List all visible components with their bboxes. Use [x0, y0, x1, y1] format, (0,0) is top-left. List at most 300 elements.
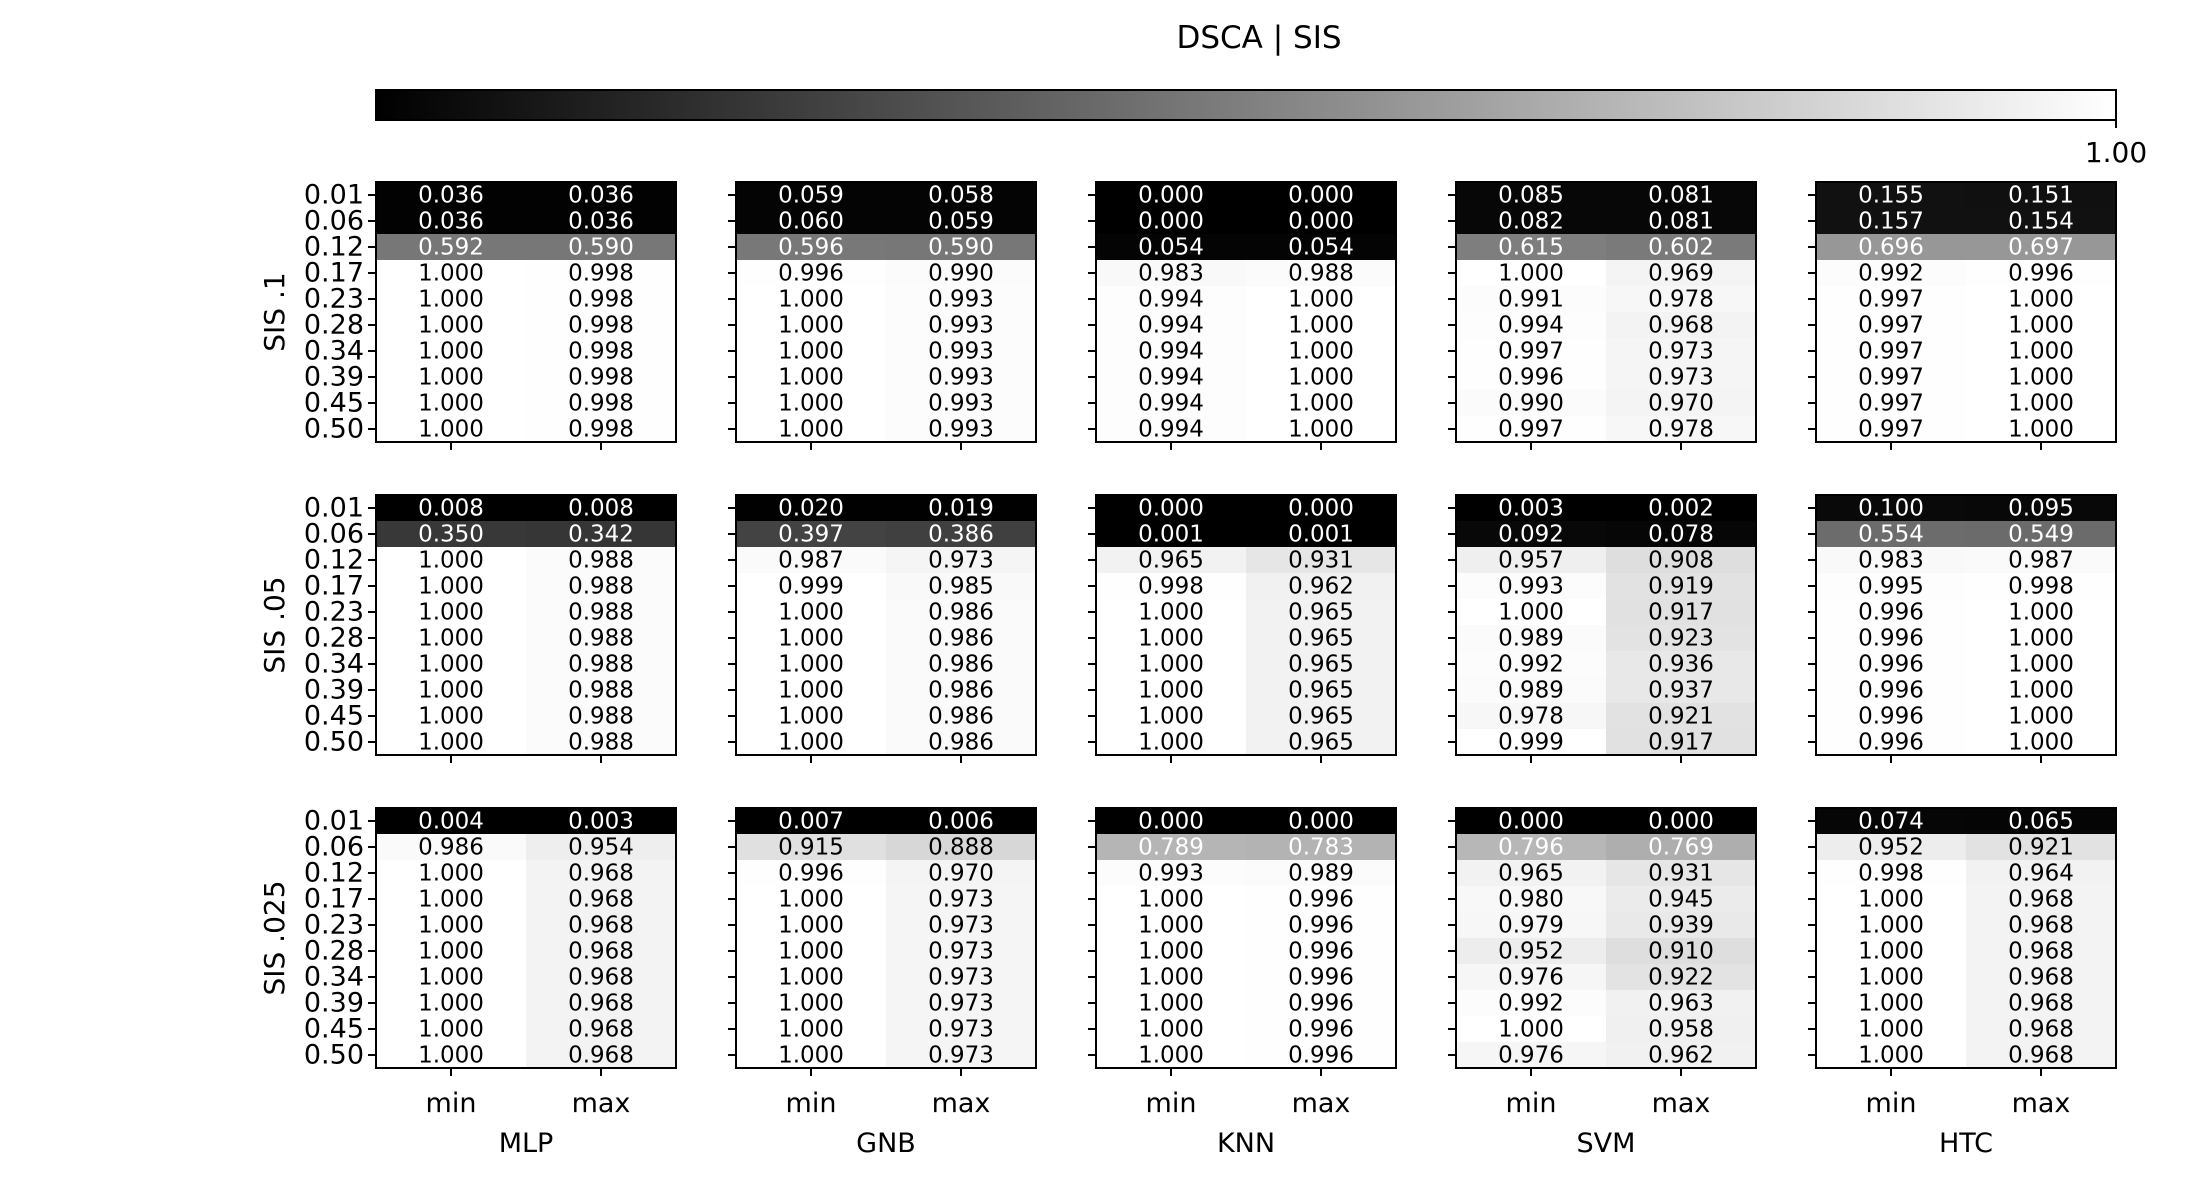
- y-tick-label: 0.17: [303, 570, 364, 602]
- cell-value-label: 0.996: [1858, 703, 1924, 730]
- y-tick-label: 0.45: [303, 700, 364, 732]
- cell-value-label: 0.998: [1138, 573, 1204, 600]
- cell-value-label: 0.003: [1498, 495, 1564, 522]
- heatmap-panel: [304, 806, 677, 1160]
- cell-value-label: 0.968: [568, 1016, 634, 1043]
- cell-value-label: 1.000: [418, 338, 484, 365]
- heatmap-panel: [1088, 808, 1397, 1159]
- cell-value-label: 1.000: [1138, 964, 1204, 991]
- cell-value-label: 0.998: [568, 364, 634, 391]
- heatmap-panel: [304, 493, 677, 764]
- cell-value-label: 1.000: [1138, 677, 1204, 704]
- cell-value-label: 0.919: [1648, 573, 1714, 600]
- cell-value-label: 0.998: [2008, 573, 2074, 600]
- cell-value-label: 0.000: [1288, 808, 1354, 835]
- cell-value-label: 0.921: [1648, 703, 1714, 730]
- cell-value-label: 0.001: [1288, 521, 1354, 548]
- model-label: KNN: [1216, 1128, 1276, 1159]
- cell-value-label: 0.986: [928, 677, 994, 704]
- cell-value-label: 0.000: [1648, 808, 1714, 835]
- cell-value-label: 0.992: [1858, 260, 1924, 287]
- cell-value-label: 1.000: [1138, 990, 1204, 1017]
- cell-value-label: 0.976: [1498, 1042, 1564, 1069]
- cell-value-label: 0.988: [568, 625, 634, 652]
- cell-value-label: 1.000: [1858, 1016, 1924, 1043]
- cell-value-label: 0.997: [1858, 338, 1924, 365]
- cell-value-label: 0.004: [418, 808, 484, 835]
- cell-value-label: 0.996: [1288, 938, 1354, 965]
- cell-value-label: 0.151: [2008, 182, 2074, 209]
- x-tick-label: max: [1651, 1088, 1711, 1119]
- cell-value-label: 0.988: [1288, 260, 1354, 287]
- heatmap-panel: [728, 808, 1037, 1159]
- cell-value-label: 0.058: [928, 182, 994, 209]
- x-tick-label: min: [425, 1088, 477, 1119]
- cell-value-label: 0.095: [2008, 495, 2074, 522]
- cell-value-label: 1.000: [418, 1016, 484, 1043]
- cell-value-label: 1.000: [418, 599, 484, 626]
- cell-value-label: 1.000: [778, 964, 844, 991]
- cell-value-label: 0.996: [778, 860, 844, 887]
- y-tick-label: 0.12: [303, 857, 364, 889]
- cell-value-label: 0.988: [568, 729, 634, 756]
- y-tick-label: 0.12: [303, 544, 364, 576]
- cell-value-label: 0.968: [568, 886, 634, 913]
- cell-value-label: 1.000: [778, 1042, 844, 1069]
- heatmap-panel: [1808, 182, 2117, 450]
- cell-value-label: 0.973: [928, 1042, 994, 1069]
- cell-value-label: 1.000: [2008, 625, 2074, 652]
- x-tick-label: max: [1291, 1088, 1351, 1119]
- cell-value-label: 0.006: [928, 808, 994, 835]
- cell-value-label: 1.000: [1138, 599, 1204, 626]
- cell-value-label: 0.968: [2008, 1042, 2074, 1069]
- y-tick-label: 0.06: [303, 205, 364, 237]
- cell-value-label: 0.937: [1648, 677, 1714, 704]
- y-tick-label: 0.50: [303, 726, 364, 758]
- cell-value-label: 0.997: [1858, 390, 1924, 417]
- cell-value-label: 0.996: [1498, 364, 1564, 391]
- cell-value-label: 1.000: [418, 260, 484, 287]
- y-tick-label: 0.17: [303, 257, 364, 289]
- y-tick-label: 0.45: [303, 387, 364, 419]
- cell-value-label: 1.000: [418, 573, 484, 600]
- cell-value-label: 0.596: [778, 234, 844, 261]
- heatmap-panel: [728, 182, 1037, 450]
- cell-value-label: 1.000: [1858, 964, 1924, 991]
- cell-value-label: 1.000: [2008, 703, 2074, 730]
- y-tick-label: 0.34: [303, 335, 364, 367]
- cell-value-label: 0.986: [928, 625, 994, 652]
- cell-value-label: 0.988: [568, 677, 634, 704]
- cell-value-label: 1.000: [1138, 1016, 1204, 1043]
- heatmap-panels: [258, 180, 2117, 1160]
- cell-value-label: 1.000: [778, 625, 844, 652]
- cell-value-label: 0.996: [1288, 1042, 1354, 1069]
- cell-value-label: 0.590: [928, 234, 994, 261]
- cell-value-label: 1.000: [778, 886, 844, 913]
- cell-value-label: 0.993: [1498, 573, 1564, 600]
- cell-value-label: 0.965: [1288, 599, 1354, 626]
- cell-value-label: 0.970: [1648, 390, 1714, 417]
- cell-value-label: 0.968: [568, 860, 634, 887]
- cell-value-label: 1.000: [2008, 312, 2074, 339]
- cell-value-label: 0.036: [418, 208, 484, 235]
- cell-value-label: 0.000: [1288, 495, 1354, 522]
- cell-value-label: 0.917: [1648, 599, 1714, 626]
- cell-value-label: 0.554: [1858, 521, 1924, 548]
- cell-value-label: 0.078: [1648, 521, 1714, 548]
- cell-value-label: 0.000: [1498, 808, 1564, 835]
- y-tick-label: 0.50: [303, 413, 364, 445]
- cell-value-label: 0.988: [568, 599, 634, 626]
- cell-value-label: 1.000: [1858, 1042, 1924, 1069]
- cell-value-label: 0.986: [928, 651, 994, 678]
- y-tick-label: 0.39: [303, 987, 364, 1019]
- cell-value-label: 0.998: [568, 260, 634, 287]
- y-tick-label: 0.23: [303, 909, 364, 941]
- y-tick-label: 0.28: [303, 935, 364, 967]
- cell-value-label: 0.994: [1138, 416, 1204, 443]
- y-tick-label: 0.01: [303, 805, 364, 837]
- cell-value-label: 0.998: [568, 416, 634, 443]
- cell-value-label: 0.996: [1858, 625, 1924, 652]
- cell-value-label: 0.008: [418, 495, 484, 522]
- cell-value-label: 0.997: [1858, 416, 1924, 443]
- cell-value-label: 0.000: [1138, 208, 1204, 235]
- cell-value-label: 1.000: [2008, 651, 2074, 678]
- cell-value-label: 1.000: [778, 990, 844, 1017]
- cell-value-label: 0.100: [1858, 495, 1924, 522]
- cell-value-label: 1.000: [418, 860, 484, 887]
- cell-value-label: 0.986: [418, 834, 484, 861]
- cell-value-label: 0.968: [568, 1042, 634, 1069]
- cell-value-label: 0.996: [1288, 912, 1354, 939]
- cell-value-label: 0.964: [2008, 860, 2074, 887]
- cell-value-label: 0.908: [1648, 547, 1714, 574]
- cell-value-label: 0.988: [568, 703, 634, 730]
- cell-value-label: 0.983: [1858, 547, 1924, 574]
- cell-value-label: 0.592: [418, 234, 484, 261]
- cell-value-label: 0.990: [928, 260, 994, 287]
- cell-value-label: 0.954: [568, 834, 634, 861]
- cell-value-label: 1.000: [2008, 599, 2074, 626]
- chart-title: DSCA | SIS: [1176, 20, 1342, 56]
- y-tick-label: 0.28: [303, 622, 364, 654]
- cell-value-label: 0.958: [1648, 1016, 1714, 1043]
- cell-value-label: 0.769: [1648, 834, 1714, 861]
- cell-value-label: 0.001: [1138, 521, 1204, 548]
- cell-value-label: 1.000: [778, 390, 844, 417]
- cell-value-label: 0.996: [1858, 651, 1924, 678]
- cell-value-label: 0.082: [1498, 208, 1564, 235]
- cell-value-label: 1.000: [1138, 938, 1204, 965]
- cell-value-label: 0.996: [1288, 964, 1354, 991]
- cell-value-label: 1.000: [418, 364, 484, 391]
- cell-value-label: 1.000: [778, 651, 844, 678]
- cell-value-label: 1.000: [1288, 312, 1354, 339]
- cell-value-label: 0.602: [1648, 234, 1714, 261]
- cell-value-label: 0.987: [778, 547, 844, 574]
- cell-value-label: 0.939: [1648, 912, 1714, 939]
- cell-value-label: 0.963: [1648, 990, 1714, 1017]
- cell-value-label: 0.970: [928, 860, 994, 887]
- cell-value-label: 0.922: [1648, 964, 1714, 991]
- cell-value-label: 0.059: [778, 182, 844, 209]
- cell-value-label: 0.059: [928, 208, 994, 235]
- cell-value-label: 0.998: [568, 390, 634, 417]
- x-tick-label: min: [1505, 1088, 1557, 1119]
- y-tick-label: 0.28: [303, 309, 364, 341]
- cell-value-label: 1.000: [418, 312, 484, 339]
- cell-value-label: 0.997: [1498, 416, 1564, 443]
- cell-value-label: 1.000: [1138, 651, 1204, 678]
- cell-value-label: 0.060: [778, 208, 844, 235]
- cell-value-label: 0.978: [1648, 286, 1714, 313]
- cell-value-label: 0.081: [1648, 208, 1714, 235]
- heatmap-panel: [1808, 495, 2117, 763]
- cell-value-label: 0.931: [1648, 860, 1714, 887]
- x-tick-label: min: [1145, 1088, 1197, 1119]
- cell-value-label: 0.968: [2008, 938, 2074, 965]
- cell-value-label: 0.921: [2008, 834, 2074, 861]
- y-tick-label: 0.50: [303, 1039, 364, 1071]
- cell-value-label: 0.989: [1498, 625, 1564, 652]
- cell-value-label: 0.915: [778, 834, 844, 861]
- cell-value-label: 0.976: [1498, 964, 1564, 991]
- cell-value-label: 0.968: [2008, 912, 2074, 939]
- cell-value-label: 0.987: [2008, 547, 2074, 574]
- cell-value-label: 1.000: [2008, 286, 2074, 313]
- cell-value-label: 0.962: [1288, 573, 1354, 600]
- cell-value-label: 0.957: [1498, 547, 1564, 574]
- cell-value-label: 1.000: [418, 912, 484, 939]
- cell-value-label: 0.996: [1858, 729, 1924, 756]
- y-tick-label: 0.34: [303, 648, 364, 680]
- cell-value-label: 1.000: [778, 677, 844, 704]
- cell-value-label: 1.000: [418, 938, 484, 965]
- cell-value-label: 0.968: [2008, 1016, 2074, 1043]
- cell-value-label: 1.000: [1138, 625, 1204, 652]
- cell-value-label: 0.999: [778, 573, 844, 600]
- cell-value-label: 1.000: [778, 312, 844, 339]
- cell-value-label: 0.996: [1288, 1016, 1354, 1043]
- cell-value-label: 0.993: [928, 286, 994, 313]
- cell-value-label: 1.000: [418, 729, 484, 756]
- cell-value-label: 0.973: [928, 547, 994, 574]
- cell-value-label: 1.000: [1858, 938, 1924, 965]
- cell-value-label: 0.000: [1138, 808, 1204, 835]
- cell-value-label: 0.157: [1858, 208, 1924, 235]
- cell-value-label: 0.969: [1648, 260, 1714, 287]
- cell-value-label: 0.054: [1288, 234, 1354, 261]
- colorbar: [376, 90, 2116, 120]
- heatmap-panel: [1088, 182, 1397, 450]
- cell-value-label: 0.000: [1138, 182, 1204, 209]
- cell-value-label: 0.996: [1288, 990, 1354, 1017]
- cell-value-label: 0.997: [1498, 338, 1564, 365]
- cell-value-label: 0.590: [568, 234, 634, 261]
- cell-value-label: 0.993: [928, 338, 994, 365]
- cell-value-label: 0.054: [1138, 234, 1204, 261]
- cell-value-label: 0.036: [568, 208, 634, 235]
- cell-value-label: 0.992: [1498, 651, 1564, 678]
- cell-value-label: 0.996: [778, 260, 844, 287]
- cell-value-label: 0.979: [1498, 912, 1564, 939]
- heatmap-panel: [304, 180, 677, 451]
- cell-value-label: 0.696: [1858, 234, 1924, 261]
- cell-value-label: 1.000: [2008, 390, 2074, 417]
- cell-value-label: 1.000: [778, 416, 844, 443]
- cell-value-label: 0.697: [2008, 234, 2074, 261]
- row-group-label: SIS .1: [258, 272, 291, 352]
- cell-value-label: 0.998: [568, 286, 634, 313]
- cell-value-label: 1.000: [2008, 364, 2074, 391]
- colorbar-tick-label: 1.00: [2084, 136, 2148, 169]
- cell-value-label: 0.973: [928, 964, 994, 991]
- cell-value-label: 0.996: [1858, 599, 1924, 626]
- cell-value-label: 0.952: [1858, 834, 1924, 861]
- cell-value-label: 0.986: [928, 599, 994, 626]
- cell-value-label: 1.000: [418, 651, 484, 678]
- cell-value-label: 1.000: [2008, 677, 2074, 704]
- x-tick-label: min: [785, 1088, 837, 1119]
- heatmap-panel: [1448, 182, 1757, 450]
- y-tick-label: 0.23: [303, 283, 364, 315]
- cell-value-label: 0.973: [928, 912, 994, 939]
- cell-value-label: 1.000: [1858, 990, 1924, 1017]
- cell-value-label: 1.000: [1498, 260, 1564, 287]
- cell-value-label: 0.000: [1138, 495, 1204, 522]
- cell-value-label: 1.000: [778, 364, 844, 391]
- heatmap-panel: [1088, 495, 1397, 763]
- model-label: SVM: [1576, 1128, 1636, 1159]
- cell-value-label: 0.783: [1288, 834, 1354, 861]
- cell-value-label: 1.000: [418, 1042, 484, 1069]
- cell-value-label: 0.065: [2008, 808, 2074, 835]
- cell-value-label: 0.993: [928, 364, 994, 391]
- cell-value-label: 1.000: [2008, 338, 2074, 365]
- cell-value-label: 0.796: [1498, 834, 1564, 861]
- cell-value-label: 0.968: [568, 964, 634, 991]
- cell-value-label: 0.978: [1498, 703, 1564, 730]
- cell-value-label: 0.998: [568, 338, 634, 365]
- cell-value-label: 0.945: [1648, 886, 1714, 913]
- y-tick-label: 0.01: [303, 179, 364, 211]
- cell-value-label: 1.000: [778, 599, 844, 626]
- cell-value-label: 1.000: [1288, 286, 1354, 313]
- heatmap-panel: [728, 495, 1037, 763]
- heatmap-panel: [1808, 808, 2117, 1159]
- cell-value-label: 1.000: [1138, 729, 1204, 756]
- cell-value-label: 0.996: [2008, 260, 2074, 287]
- cell-value-label: 0.036: [568, 182, 634, 209]
- cell-value-label: 0.081: [1648, 182, 1714, 209]
- cell-value-label: 1.000: [778, 703, 844, 730]
- cell-value-label: 0.989: [1288, 860, 1354, 887]
- cell-value-label: 0.992: [1498, 990, 1564, 1017]
- cell-value-label: 1.000: [1498, 599, 1564, 626]
- cell-value-label: 0.917: [1648, 729, 1714, 756]
- cell-value-label: 1.000: [418, 286, 484, 313]
- cell-value-label: 0.968: [2008, 964, 2074, 991]
- cell-value-label: 0.965: [1288, 625, 1354, 652]
- cell-value-label: 1.000: [418, 390, 484, 417]
- cell-value-label: 0.973: [928, 886, 994, 913]
- y-tick-label: 0.06: [303, 831, 364, 863]
- cell-value-label: 0.020: [778, 495, 844, 522]
- y-tick-label: 0.45: [303, 1013, 364, 1045]
- cell-value-label: 0.996: [1288, 886, 1354, 913]
- cell-value-label: 1.000: [1138, 703, 1204, 730]
- cell-value-label: 0.931: [1288, 547, 1354, 574]
- row-group-label: SIS .025: [258, 880, 291, 996]
- cell-value-label: 1.000: [1288, 416, 1354, 443]
- y-tick-label: 0.12: [303, 231, 364, 263]
- cell-value-label: 0.990: [1498, 390, 1564, 417]
- cell-value-label: 1.000: [1138, 1042, 1204, 1069]
- cell-value-label: 0.994: [1138, 390, 1204, 417]
- y-tick-label: 0.06: [303, 518, 364, 550]
- heatmap-panel: [1448, 495, 1757, 763]
- cell-value-label: 0.983: [1138, 260, 1204, 287]
- cell-value-label: 1.000: [418, 886, 484, 913]
- cell-value-label: 0.993: [928, 390, 994, 417]
- y-tick-label: 0.39: [303, 361, 364, 393]
- cell-value-label: 0.973: [928, 938, 994, 965]
- cell-value-label: 0.952: [1498, 938, 1564, 965]
- cell-value-label: 0.985: [928, 573, 994, 600]
- cell-value-label: 0.397: [778, 521, 844, 548]
- model-label: HTC: [1938, 1128, 1994, 1159]
- cell-value-label: 1.000: [778, 729, 844, 756]
- cell-value-label: 0.549: [2008, 521, 2074, 548]
- cell-value-label: 0.988: [568, 547, 634, 574]
- cell-value-label: 1.000: [418, 625, 484, 652]
- cell-value-label: 0.989: [1498, 677, 1564, 704]
- cell-value-label: 0.968: [2008, 990, 2074, 1017]
- cell-value-label: 1.000: [778, 938, 844, 965]
- cell-value-label: 1.000: [1858, 886, 1924, 913]
- cell-value-label: 1.000: [418, 547, 484, 574]
- y-tick-label: 0.39: [303, 674, 364, 706]
- cell-value-label: 0.973: [1648, 364, 1714, 391]
- cell-value-label: 0.965: [1288, 703, 1354, 730]
- cell-value-label: 0.994: [1138, 338, 1204, 365]
- cell-value-label: 1.000: [418, 416, 484, 443]
- cell-value-label: 0.998: [1858, 860, 1924, 887]
- cell-value-label: 1.000: [418, 677, 484, 704]
- model-label: GNB: [856, 1128, 916, 1159]
- cell-value-label: 0.085: [1498, 182, 1564, 209]
- y-tick-label: 0.01: [303, 492, 364, 524]
- cell-value-label: 0.342: [568, 521, 634, 548]
- cell-value-label: 0.965: [1138, 547, 1204, 574]
- cell-value-label: 0.968: [568, 912, 634, 939]
- cell-value-label: 0.910: [1648, 938, 1714, 965]
- cell-value-label: 0.973: [1648, 338, 1714, 365]
- x-tick-label: max: [931, 1088, 991, 1119]
- cell-value-label: 0.980: [1498, 886, 1564, 913]
- cell-value-label: 0.996: [1858, 677, 1924, 704]
- cell-value-label: 0.350: [418, 521, 484, 548]
- cell-value-label: 0.998: [568, 312, 634, 339]
- cell-value-label: 0.978: [1648, 416, 1714, 443]
- cell-value-label: 0.994: [1138, 364, 1204, 391]
- cell-value-label: 0.019: [928, 495, 994, 522]
- cell-value-label: 0.000: [1288, 208, 1354, 235]
- cell-value-label: 1.000: [1288, 390, 1354, 417]
